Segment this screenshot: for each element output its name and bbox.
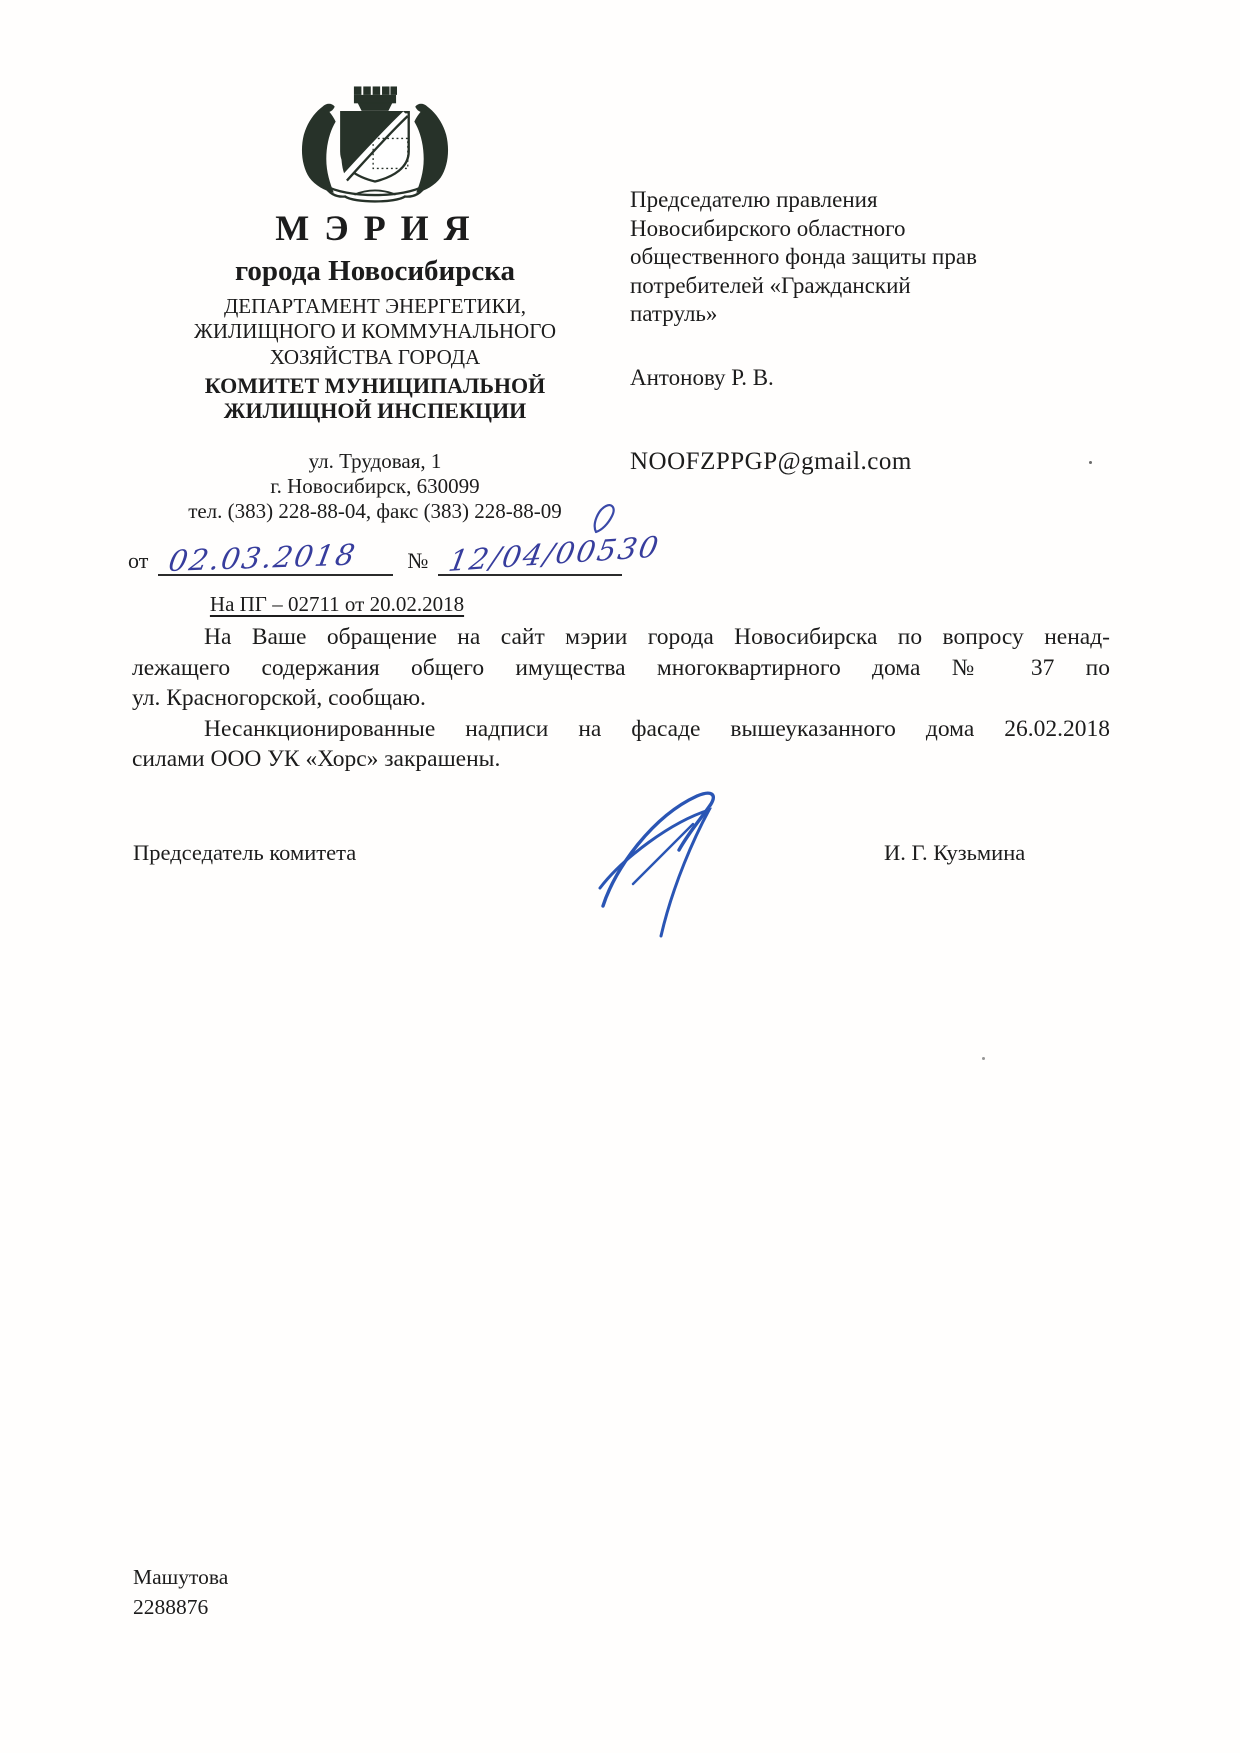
executor-block [133,1562,228,1622]
org-name-line2: города Новосибирска [234,254,516,287]
body-line: Несанкционированные надписи на фасаде вышеуказанного дома 26.02.2018 [204,715,1110,742]
addressee-line: Председателю правления [630,187,878,212]
committee-line1: КОМИТЕТ МУНИЦИПАЛЬНОЙ [204,372,546,398]
number-label: № [407,547,429,573]
addressee-block [630,186,1110,476]
scan-speck [982,1057,985,1060]
novosibirsk-coat-of-arms-icon [281,86,469,204]
letterhead [128,86,664,617]
body-line: На Ваше обращение на сайт мэрии города Новосибирска по вопросу ненад- [204,624,1110,650]
number-field [438,529,664,578]
handwritten-date: 02.03.2018 [166,537,360,578]
addressee-line: потребителей «Гражданский [630,272,911,298]
addressee-line: Новосибирского областного [630,215,906,241]
date-number-row [128,529,664,578]
stray-ink-mark [592,502,622,536]
dept-line1: ДЕПАРТАМЕНТ ЭНЕРГЕТИКИ, [223,293,527,318]
incoming-reference-line: На ПГ – 02711 от 20.02.2018 [209,591,465,616]
date-field [158,538,393,576]
signer-name: И. Г. Кузьмина [884,840,1026,865]
executor-name: Машутова [133,1565,229,1589]
body-line: лежащего содержания общего имущества многоквартирного дома № 37 по [132,654,1110,681]
addressee-line: патруль» [630,301,718,326]
date-label: от [128,547,149,573]
letter-body [132,622,1110,775]
addressee-name: Антонову Р. В. [630,364,774,390]
scan-speck [1089,461,1092,464]
body-line: ул. Красногорской, сообщаю. [132,685,426,711]
address-line1: ул. Трудовая, 1 [308,449,442,474]
dept-line3: ХОЗЯЙСТВА ГОРОДА [269,345,481,370]
committee-line2: ЖИЛИЩНОЙ ИНСПЕКЦИИ [223,398,527,424]
org-name-line1: МЭРИЯ [275,208,485,248]
phone-fax-line: тел. (383) 228-88-04, факс (383) 228-88-09 [188,498,562,523]
signature-ink [575,788,750,943]
executor-phone: 2288876 [133,1595,209,1619]
body-line: силами ООО УК «Хорс» закрашены. [132,746,501,772]
address-line2: г. Новосибирск, 630099 [270,474,480,499]
addressee-line: общественного фонда защиты прав [630,244,977,269]
addressee-email: NOOFZPPGP@gmail.com [630,447,912,475]
handwritten-number: 12/04/00530 [446,529,664,578]
dept-line2: ЖИЛИЩНОГО И КОММУНАЛЬНОГО [194,319,556,344]
signer-position-title: Председатель комитета [133,840,357,865]
